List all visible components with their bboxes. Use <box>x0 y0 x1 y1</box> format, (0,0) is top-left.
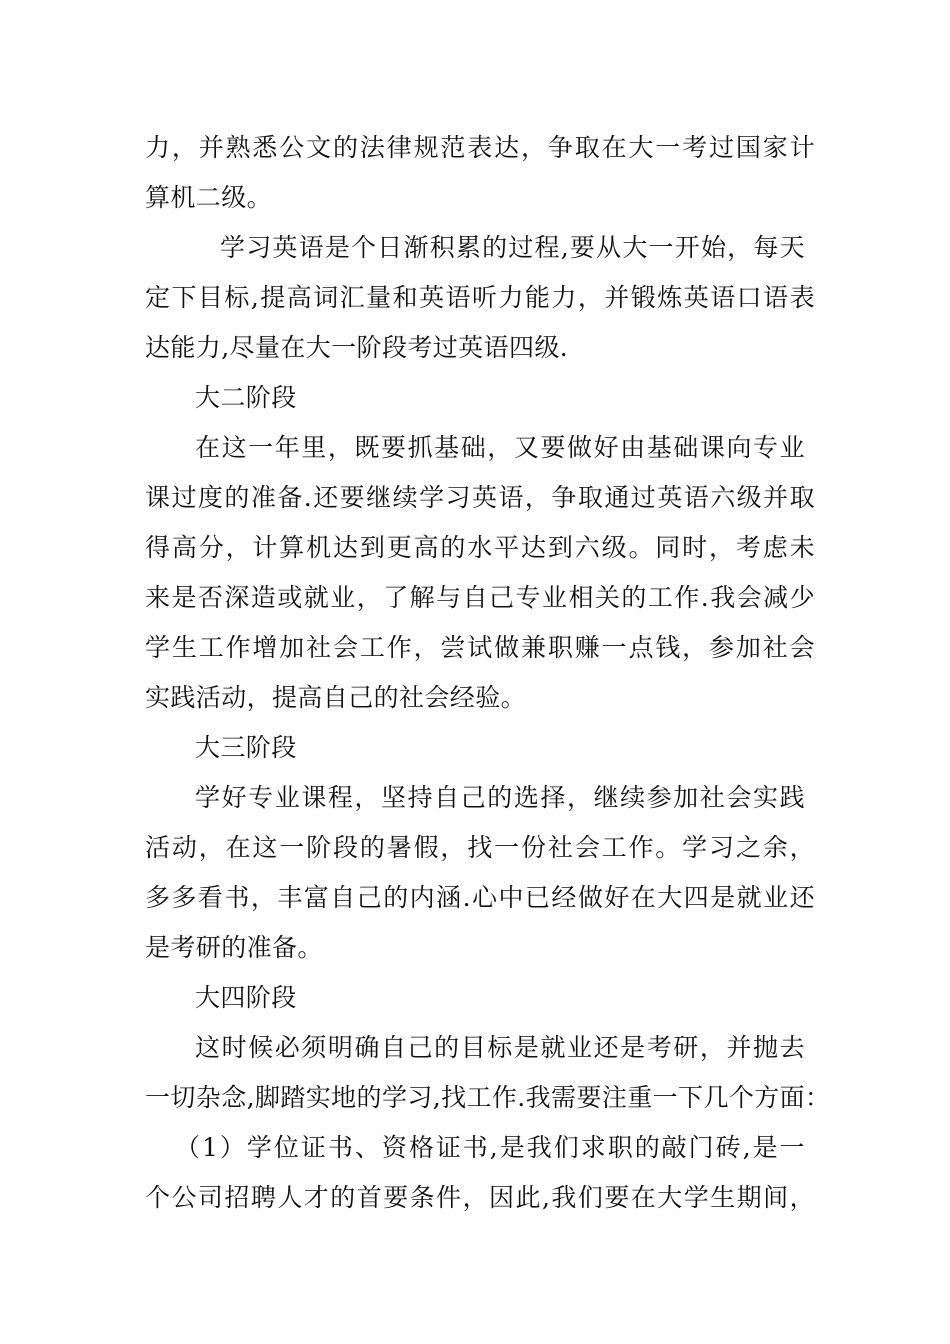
paragraph-line: 一切杂念,脚踏实地的学习,找工作.我需要注重一下几个方面： <box>145 1083 831 1112</box>
paragraph-line: （1）学位证书、资格证书,是我们求职的敲门砖,是一 <box>175 1133 805 1162</box>
paragraph-line: 学习英语是个日渐积累的过程,要从大一开始，每天 <box>220 233 805 262</box>
paragraph-line: 多多看书，丰富自己的内涵.心中已经做好在大四是就业还 <box>145 883 815 912</box>
paragraph-line: 这时候必须明确自己的目标是就业还是考研，并抛去 <box>195 1033 805 1062</box>
paragraph-line: 实践活动，提高自己的社会经验。 <box>145 683 527 712</box>
paragraph-line: 学好专业课程，坚持自己的选择，继续参加社会实践 <box>195 783 805 812</box>
paragraph-line: 来是否深造或就业，了解与自己专业相关的工作.我会减少 <box>145 583 815 612</box>
section-heading: 大二阶段 <box>195 383 297 412</box>
paragraph-line: 力，并熟悉公文的法律规范表达，争取在大一考过国家计 <box>145 133 815 162</box>
paragraph-line: 学生工作增加社会工作，尝试做兼职赚一点钱，参加社会 <box>145 633 815 662</box>
paragraph-line: 达能力,尽量在大一阶段考过英语四级. <box>145 333 569 362</box>
paragraph-line: 活动，在这一阶段的暑假，找一份社会工作。学习之余， <box>145 833 815 862</box>
paragraph-line: 算机二级。 <box>145 183 273 212</box>
paragraph-line: 是考研的准备。 <box>145 933 323 962</box>
paragraph-line: 得高分，计算机达到更高的水平达到六级。同时，考虑未 <box>145 533 815 562</box>
section-heading: 大三阶段 <box>195 733 297 762</box>
paragraph-line: 在这一年里，既要抓基础，又要做好由基础课向专业 <box>195 433 805 462</box>
paragraph-line: 个公司招聘人才的首要条件，因此,我们要在大学生期间， <box>145 1183 815 1212</box>
paragraph-line: 定下目标,提高词汇量和英语听力能力，并锻炼英语口语表 <box>145 283 815 312</box>
section-heading: 大四阶段 <box>195 983 297 1012</box>
paragraph-line: 课过度的准备.还要继续学习英语，争取通过英语六级并取 <box>145 483 815 512</box>
